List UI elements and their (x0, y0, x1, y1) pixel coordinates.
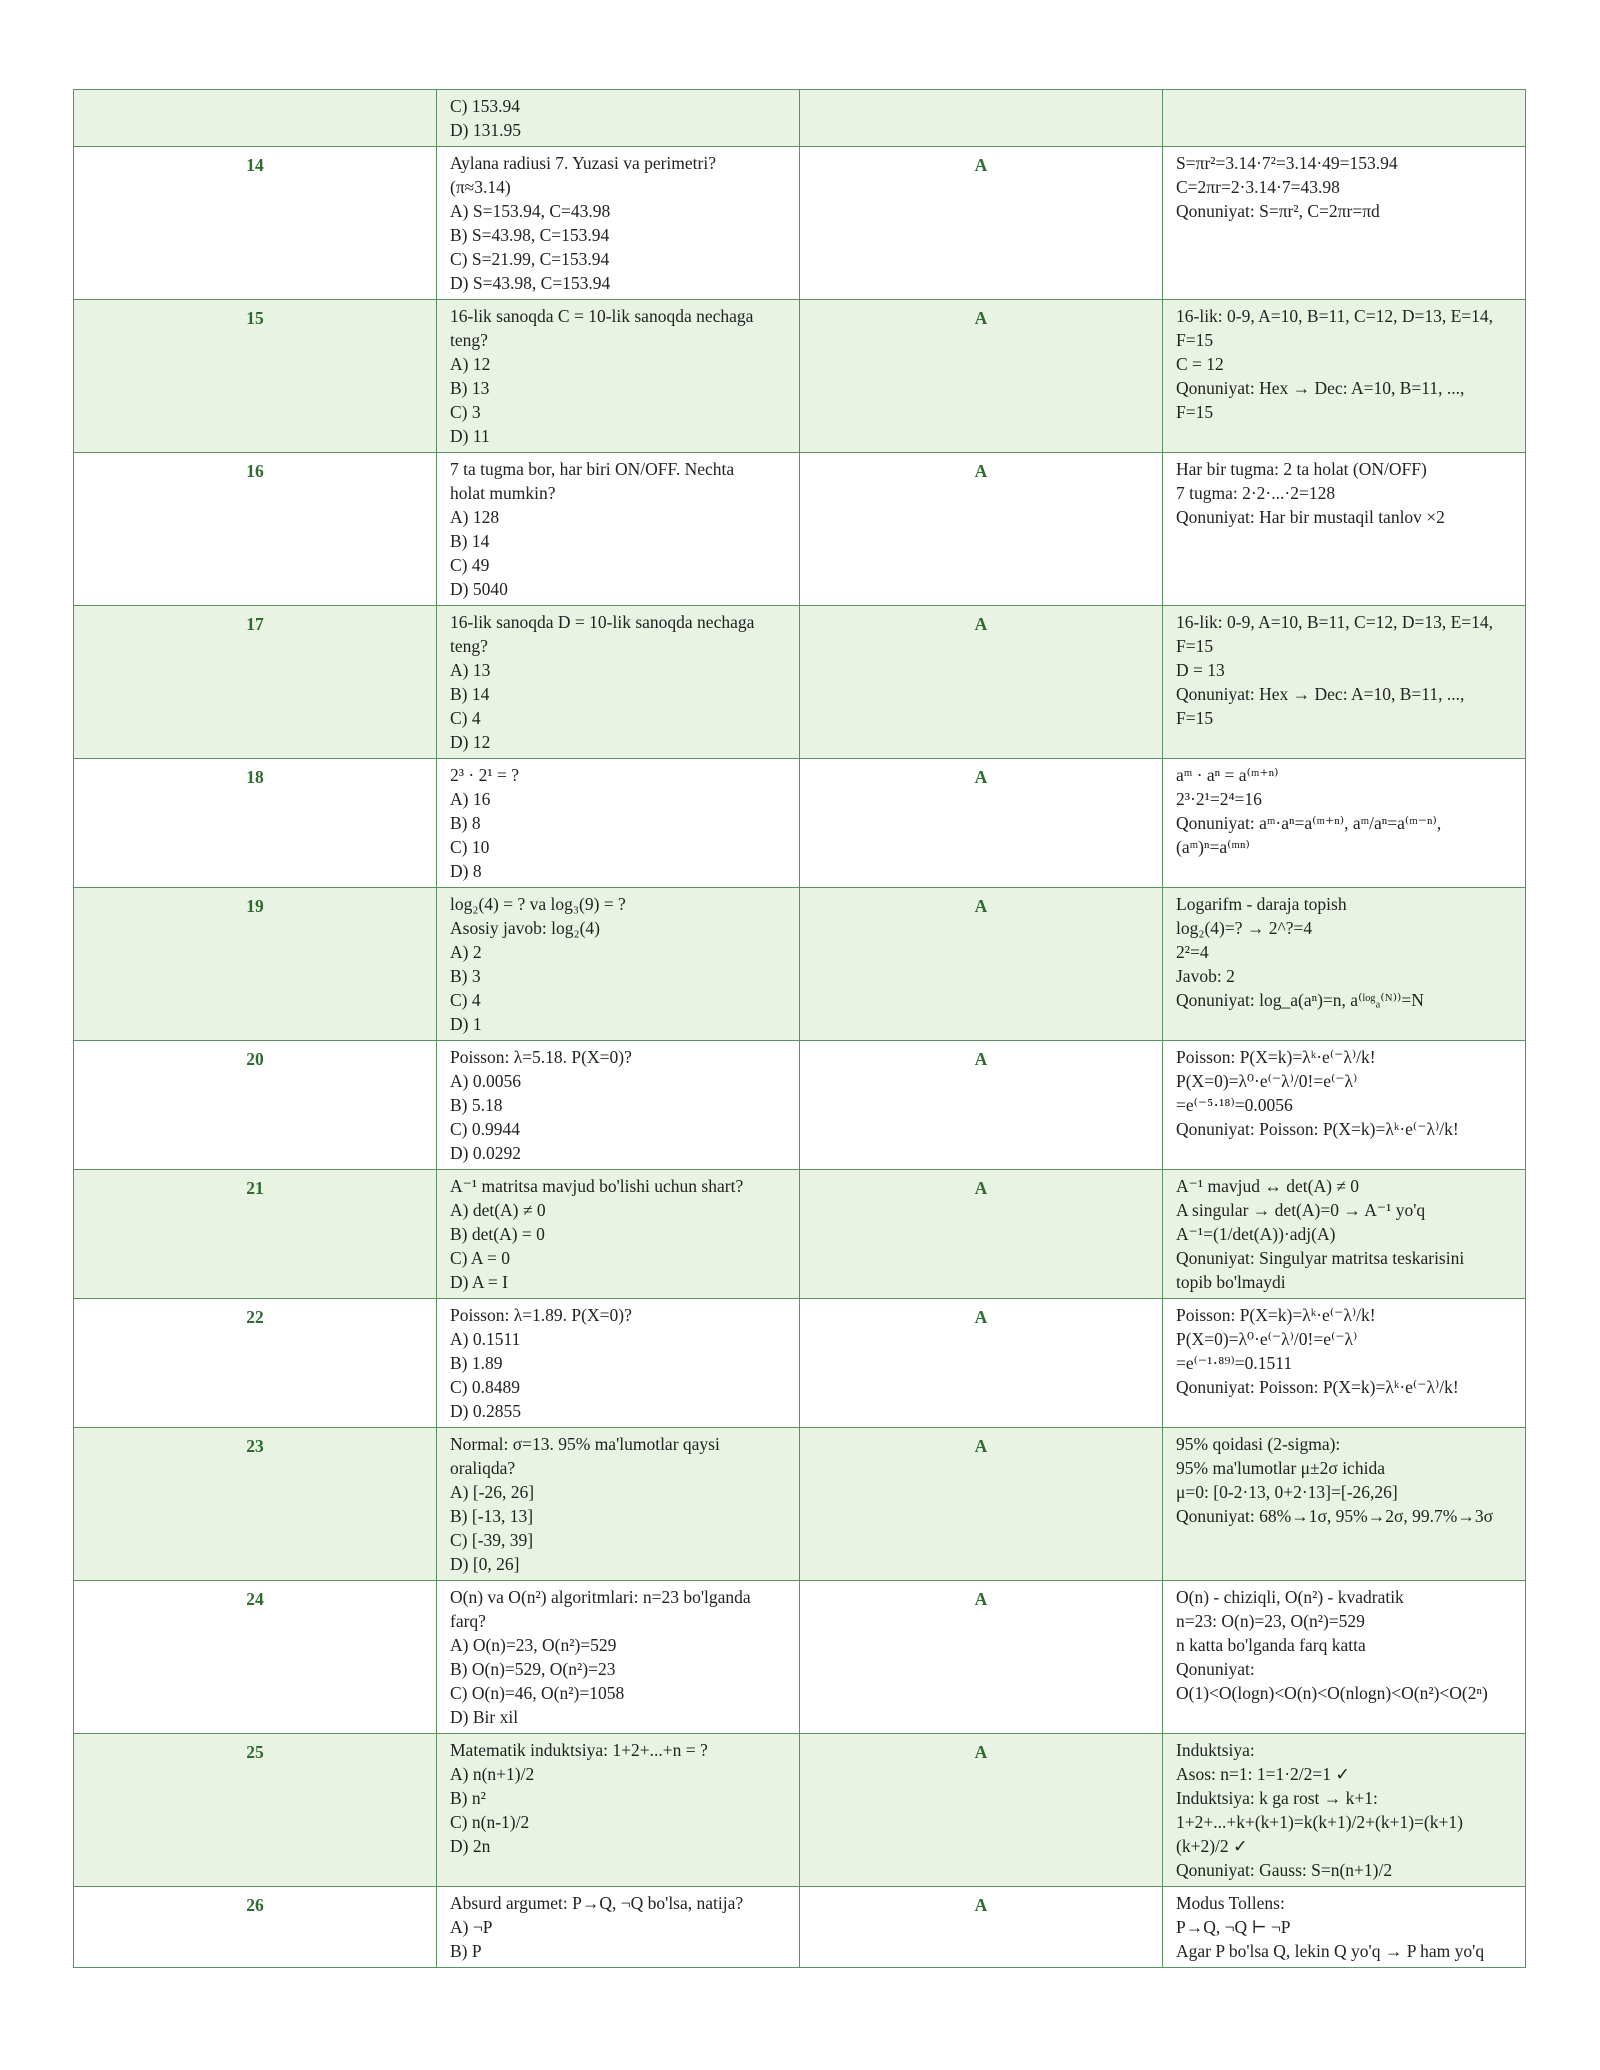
answer-cell (800, 90, 1163, 147)
explanation-line: Qonuniyat: log_a(aⁿ)=n, a⁽ˡᵒᵍₐ⁽ᴺ⁾⁾=N (1176, 990, 1424, 1010)
question-text: Absurd argumet: P→Q, ¬Q bo'lsa, natija? (450, 1893, 744, 1913)
question-line: C) S=21.99, C=153.94 (450, 249, 610, 269)
question-text: log₂(4) = ? va log₃(9) = ? (450, 894, 626, 914)
question-line: D) [0, 26] (450, 1554, 520, 1574)
question-number-cell (74, 1428, 437, 1581)
question-number-cell (74, 888, 437, 1041)
question-number-cell (74, 606, 437, 759)
question-line: C) 3 (450, 402, 481, 422)
explanation-line: Qonuniyat: aᵐ·aⁿ=a⁽ᵐ⁺ⁿ⁾, aᵐ/aⁿ=a⁽ᵐ⁻ⁿ⁾, (1176, 813, 1442, 833)
correct-answer: A (974, 1307, 988, 1327)
explanation-line: 2³·2¹=2⁴=16 (1176, 789, 1262, 809)
explanation-cell (1163, 1170, 1526, 1299)
correct-answer: A (974, 1178, 988, 1198)
question-line: A) 16 (450, 789, 491, 809)
question-line: B) 14 (450, 684, 490, 704)
correct-answer: A (974, 767, 988, 787)
explanation-line: Qonuniyat: S=πr², C=2πr=πd (1176, 201, 1380, 221)
table-row (74, 1170, 1526, 1299)
question-line: C) O(n)=46, O(n²)=1058 (450, 1683, 625, 1703)
question-number-cell (74, 1887, 437, 1968)
explanation-cell (1163, 1734, 1526, 1887)
explanation-line: n=23: O(n)=23, O(n²)=529 (1176, 1611, 1365, 1631)
explanation-line: n katta bo'lganda farq katta (1176, 1635, 1366, 1655)
question-line: B) 5.18 (450, 1095, 503, 1115)
question-line: A) 13 (450, 660, 491, 680)
question-cell (437, 90, 800, 147)
answer-cell (800, 759, 1163, 888)
question-line: A) [-26, 26] (450, 1482, 535, 1502)
explanation-line: 16-lik: 0-9, A=10, B=11, C=12, D=13, E=14, (1176, 306, 1494, 326)
table-row (74, 1734, 1526, 1887)
answer-cell (800, 606, 1163, 759)
question-number: 19 (246, 896, 264, 916)
explanation-line: =e⁽⁻¹·⁸⁹⁾=0.1511 (1176, 1353, 1293, 1373)
explanation-line: Qonuniyat: Poisson: P(X=k)=λᵏ·e⁽⁻λ⁾/k! (1176, 1119, 1459, 1139)
explanation-line: μ=0: [0-2·13, 0+2·13]=[-26,26] (1176, 1482, 1398, 1502)
explanation-line: A singular → det(A)=0 → A⁻¹ yo'q (1176, 1200, 1426, 1220)
question-line: D) S=43.98, C=153.94 (450, 273, 611, 293)
question-line: A) O(n)=23, O(n²)=529 (450, 1635, 617, 1655)
question-line: D) 8 (450, 861, 482, 881)
question-line: C) n(n-1)/2 (450, 1812, 530, 1832)
question-line: farq? (450, 1611, 486, 1631)
question-cell (437, 1581, 800, 1734)
question-line: A) det(A) ≠ 0 (450, 1200, 546, 1220)
question-number: 21 (246, 1178, 264, 1198)
correct-answer: A (974, 1742, 988, 1762)
explanation-line: C=2πr=2·3.14·7=43.98 (1176, 177, 1340, 197)
question-text: 7 ta tugma bor, har biri ON/OFF. Nechta (450, 459, 735, 479)
explanation-line: Modus Tollens: (1176, 1893, 1285, 1913)
question-number-cell (74, 1581, 437, 1734)
question-cell (437, 453, 800, 606)
question-line: C) 10 (450, 837, 490, 857)
answer-cell (800, 1041, 1163, 1170)
explanation-line: (aᵐ)ⁿ=a⁽ᵐⁿ⁾ (1176, 837, 1250, 857)
question-line: C) 49 (450, 555, 490, 575)
question-text: 16-lik sanoqda D = 10-lik sanoqda nechaga (450, 612, 755, 632)
question-cell (437, 759, 800, 888)
question-line: C) [-39, 39] (450, 1530, 534, 1550)
explanation-cell (1163, 1428, 1526, 1581)
explanation-line: Agar P bo'lsa Q, lekin Q yo'q → P ham yo'q (1176, 1941, 1485, 1961)
question-line: A) 0.0056 (450, 1071, 521, 1091)
question-text: C) 153.94 (450, 96, 520, 116)
table-row (74, 1428, 1526, 1581)
explanation-line: Qonuniyat: (1176, 1659, 1255, 1679)
correct-answer: A (974, 1049, 988, 1069)
explanation-line: Induktsiya: k ga rost → k+1: (1176, 1788, 1378, 1808)
question-number-cell (74, 147, 437, 300)
explanation-cell (1163, 90, 1526, 147)
explanation-line: Qonuniyat: Hex → Dec: A=10, B=11, ..., (1176, 684, 1465, 704)
question-number-cell (74, 1299, 437, 1428)
question-number-cell (74, 759, 437, 888)
question-number: 14 (246, 155, 264, 175)
explanation-line: log₂(4)=? → 2^?=4 (1176, 918, 1313, 938)
question-line: teng? (450, 330, 488, 350)
question-line: B) det(A) = 0 (450, 1224, 545, 1244)
question-cell (437, 1299, 800, 1428)
question-number: 20 (246, 1049, 264, 1069)
explanation-line: S=πr²=3.14·7²=3.14·49=153.94 (1176, 153, 1398, 173)
question-text: O(n) va O(n²) algoritmlari: n=23 bo'lganda (450, 1587, 751, 1607)
question-number-cell (74, 1170, 437, 1299)
correct-answer: A (974, 1589, 988, 1609)
question-number-cell (74, 1734, 437, 1887)
explanation-line: F=15 (1176, 330, 1214, 350)
question-line: D) 0.0292 (450, 1143, 521, 1163)
question-line: B) 1.89 (450, 1353, 503, 1373)
explanation-line: P→Q, ¬Q ⊢ ¬P (1176, 1917, 1291, 1937)
question-number: 15 (246, 308, 264, 328)
explanation-line: topib bo'lmaydi (1176, 1272, 1286, 1292)
explanation-cell (1163, 759, 1526, 888)
explanation-cell (1163, 453, 1526, 606)
explanation-line: P(X=0)=λ⁰·e⁽⁻λ⁾/0!=e⁽⁻λ⁾ (1176, 1329, 1358, 1349)
explanation-line: =e⁽⁻⁵·¹⁸⁾=0.0056 (1176, 1095, 1293, 1115)
table-row (74, 453, 1526, 606)
table-row (74, 147, 1526, 300)
question-number: 22 (246, 1307, 264, 1327)
question-cell (437, 1428, 800, 1581)
answer-cell (800, 1734, 1163, 1887)
question-line: C) 4 (450, 708, 481, 728)
table-row (74, 1299, 1526, 1428)
explanation-cell (1163, 1041, 1526, 1170)
explanation-line: Induktsiya: (1176, 1740, 1255, 1760)
explanation-line: A⁻¹=(1/det(A))·adj(A) (1176, 1224, 1336, 1244)
explanation-line: Qonuniyat: Poisson: P(X=k)=λᵏ·e⁽⁻λ⁾/k! (1176, 1377, 1459, 1397)
question-line: Asosiy javob: log₂(4) (450, 918, 600, 938)
question-line: D) 131.95 (450, 120, 521, 140)
explanation-line: (k+2)/2 ✓ (1176, 1836, 1248, 1856)
correct-answer: A (974, 614, 988, 634)
correct-answer: A (974, 308, 988, 328)
question-number: 17 (246, 614, 264, 634)
answer-cell (800, 1887, 1163, 1968)
question-line: D) 11 (450, 426, 490, 446)
answer-cell (800, 1428, 1163, 1581)
question-cell (437, 1734, 800, 1887)
explanation-line: Qonuniyat: Gauss: S=n(n+1)/2 (1176, 1860, 1393, 1880)
explanation-line: Poisson: P(X=k)=λᵏ·e⁽⁻λ⁾/k! (1176, 1047, 1376, 1067)
explanation-line: 7 tugma: 2·2·...·2=128 (1176, 483, 1336, 503)
question-line: B) [-13, 13] (450, 1506, 534, 1526)
question-line: B) S=43.98, C=153.94 (450, 225, 610, 245)
question-line: B) 13 (450, 378, 490, 398)
question-line: D) 12 (450, 732, 491, 752)
explanation-line: P(X=0)=λ⁰·e⁽⁻λ⁾/0!=e⁽⁻λ⁾ (1176, 1071, 1358, 1091)
question-number-cell (74, 453, 437, 606)
question-number: 18 (246, 767, 264, 787)
table-row (74, 1041, 1526, 1170)
question-line: D) Bir xil (450, 1707, 519, 1727)
answer-table-body (74, 90, 1526, 1968)
question-cell (437, 1170, 800, 1299)
table-row (74, 1581, 1526, 1734)
answer-cell (800, 1170, 1163, 1299)
question-text: Aylana radiusi 7. Yuzasi va perimetri? (450, 153, 716, 173)
explanation-line: Qonuniyat: Har bir mustaqil tanlov ×2 (1176, 507, 1445, 527)
explanation-cell (1163, 606, 1526, 759)
question-line: A) ¬P (450, 1917, 493, 1937)
question-cell (437, 300, 800, 453)
question-cell (437, 147, 800, 300)
explanation-line: C = 12 (1176, 354, 1224, 374)
question-line: teng? (450, 636, 488, 656)
explanation-line: Asos: n=1: 1=1·2/2=1 ✓ (1176, 1764, 1351, 1784)
explanation-cell (1163, 1581, 1526, 1734)
question-line: B) 14 (450, 531, 490, 551)
explanation-line: Javob: 2 (1176, 966, 1235, 986)
question-cell (437, 1887, 800, 1968)
explanation-line: 16-lik: 0-9, A=10, B=11, C=12, D=13, E=14, (1176, 612, 1494, 632)
explanation-line: Qonuniyat: 68%→1σ, 95%→2σ, 99.7%→3σ (1176, 1506, 1494, 1526)
answer-cell (800, 147, 1163, 300)
correct-answer: A (974, 1436, 988, 1456)
explanation-line: aᵐ · aⁿ = a⁽ᵐ⁺ⁿ⁾ (1176, 765, 1279, 785)
explanation-line: D = 13 (1176, 660, 1225, 680)
answer-cell (800, 1581, 1163, 1734)
explanation-line: Har bir tugma: 2 ta holat (ON/OFF) (1176, 459, 1427, 479)
question-line: D) A = I (450, 1272, 508, 1292)
question-line: D) 1 (450, 1014, 482, 1034)
correct-answer: A (974, 155, 988, 175)
question-number: 24 (246, 1589, 264, 1609)
answer-cell (800, 453, 1163, 606)
question-line: B) 8 (450, 813, 481, 833)
question-line: C) 4 (450, 990, 481, 1010)
question-text: 16-lik sanoqda C = 10-lik sanoqda nechaga (450, 306, 754, 326)
question-line: A) S=153.94, C=43.98 (450, 201, 611, 221)
question-line: C) A = 0 (450, 1248, 510, 1268)
explanation-line: A⁻¹ mavjud ↔ det(A) ≠ 0 (1176, 1176, 1360, 1196)
question-number: 25 (246, 1742, 264, 1762)
question-line: holat mumkin? (450, 483, 556, 503)
answer-cell (800, 300, 1163, 453)
table-row (74, 606, 1526, 759)
question-text: Poisson: λ=1.89. P(X=0)? (450, 1305, 632, 1325)
explanation-cell (1163, 147, 1526, 300)
answer-cell (800, 1299, 1163, 1428)
explanation-line: Poisson: P(X=k)=λᵏ·e⁽⁻λ⁾/k! (1176, 1305, 1376, 1325)
question-number-cell (74, 90, 437, 147)
question-number: 16 (246, 461, 264, 481)
answer-table (73, 89, 1526, 1968)
question-text: 2³ · 2¹ = ? (450, 765, 519, 785)
question-number: 26 (246, 1895, 264, 1915)
question-number-cell (74, 300, 437, 453)
table-row (74, 1887, 1526, 1968)
table-row (74, 759, 1526, 888)
question-number-cell (74, 1041, 437, 1170)
question-text: Matematik induktsiya: 1+2+...+n = ? (450, 1740, 708, 1760)
table-row (74, 90, 1526, 147)
explanation-line: Logarifm - daraja topish (1176, 894, 1347, 914)
explanation-line: 1+2+...+k+(k+1)=k(k+1)/2+(k+1)=(k+1) (1176, 1812, 1463, 1832)
explanation-cell (1163, 1299, 1526, 1428)
question-line: D) 2n (450, 1836, 491, 1856)
question-number: 23 (246, 1436, 264, 1456)
correct-answer: A (974, 461, 988, 481)
explanation-cell (1163, 888, 1526, 1041)
question-line: (π≈3.14) (450, 177, 511, 197)
explanation-cell (1163, 1887, 1526, 1968)
question-line: B) P (450, 1941, 482, 1961)
answer-cell (800, 888, 1163, 1041)
question-cell (437, 606, 800, 759)
question-line: A) 128 (450, 507, 500, 527)
explanation-line: 2²=4 (1176, 942, 1209, 962)
explanation-line: Qonuniyat: Singulyar matritsa teskarisini (1176, 1248, 1465, 1268)
explanation-line: F=15 (1176, 708, 1214, 728)
correct-answer: A (974, 896, 988, 916)
question-text: A⁻¹ matritsa mavjud bo'lishi uchun shart? (450, 1176, 744, 1196)
question-line: A) n(n+1)/2 (450, 1764, 535, 1784)
table-row (74, 300, 1526, 453)
explanation-line: O(1)<O(logn)<O(n)<O(nlogn)<O(n²)<O(2ⁿ) (1176, 1683, 1488, 1703)
explanation-line: F=15 (1176, 402, 1214, 422)
question-line: D) 0.2855 (450, 1401, 521, 1421)
explanation-line: 95% ma'lumotlar μ±2σ ichida (1176, 1458, 1385, 1478)
explanation-cell (1163, 300, 1526, 453)
question-line: D) 5040 (450, 579, 508, 599)
question-line: B) 3 (450, 966, 481, 986)
table-row (74, 888, 1526, 1041)
question-line: A) 12 (450, 354, 491, 374)
question-line: oraliqda? (450, 1458, 516, 1478)
explanation-line: O(n) - chiziqli, O(n²) - kvadratik (1176, 1587, 1404, 1607)
question-line: A) 2 (450, 942, 482, 962)
correct-answer: A (974, 1895, 988, 1915)
question-cell (437, 1041, 800, 1170)
question-text: Poisson: λ=5.18. P(X=0)? (450, 1047, 632, 1067)
question-line: B) n² (450, 1788, 486, 1808)
question-line: A) 0.1511 (450, 1329, 521, 1349)
question-line: C) 0.8489 (450, 1377, 520, 1397)
explanation-line: 95% qoidasi (2-sigma): (1176, 1434, 1341, 1454)
explanation-line: F=15 (1176, 636, 1214, 656)
question-line: C) 0.9944 (450, 1119, 520, 1139)
question-line: B) O(n)=529, O(n²)=23 (450, 1659, 616, 1679)
question-cell (437, 888, 800, 1041)
question-text: Normal: σ=13. 95% ma'lumotlar qaysi (450, 1434, 720, 1454)
explanation-line: Qonuniyat: Hex → Dec: A=10, B=11, ..., (1176, 378, 1465, 398)
